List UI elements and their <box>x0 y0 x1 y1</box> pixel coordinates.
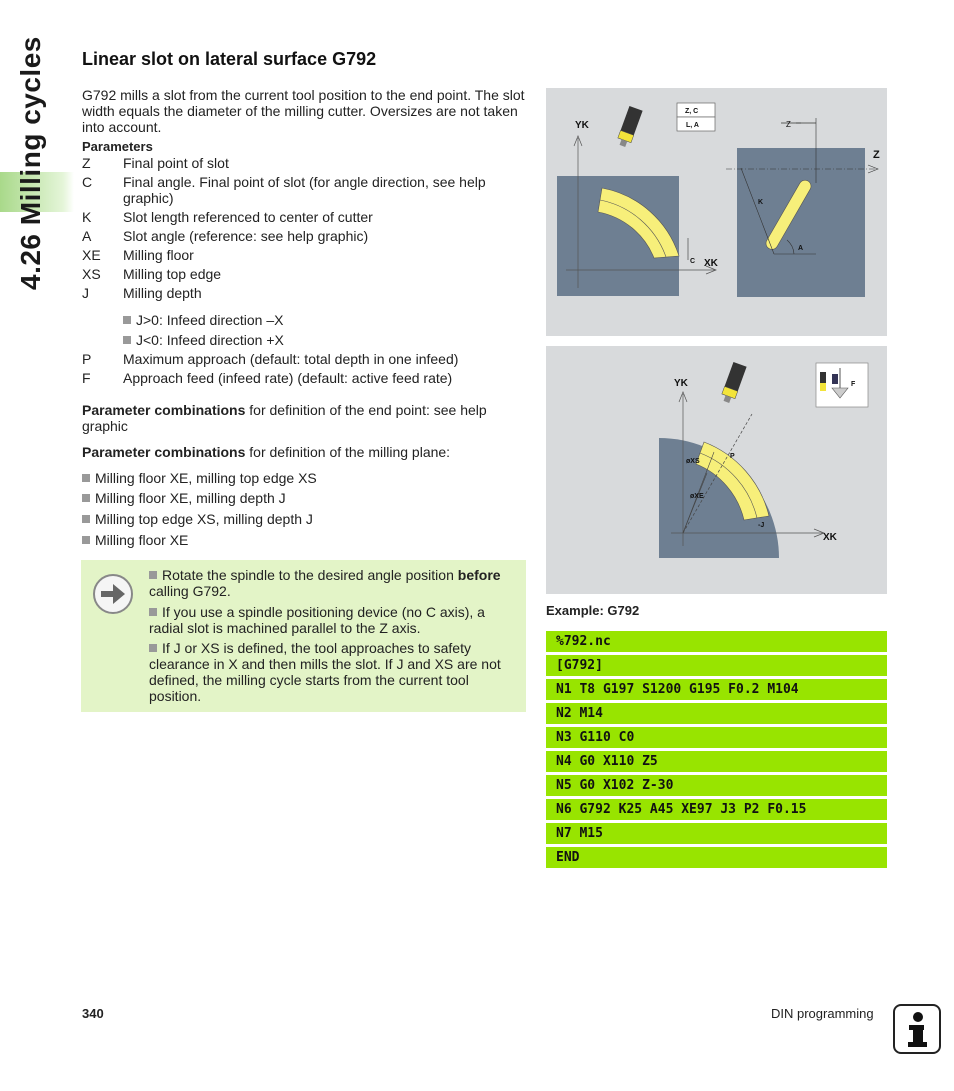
param-desc: Milling floor <box>123 247 194 263</box>
param-key: XE <box>82 247 101 263</box>
page-number: 340 <box>82 1006 104 1021</box>
plane-bullet: Milling floor XE, milling top edge XS <box>82 470 317 486</box>
bullet-square-icon <box>82 536 90 544</box>
bullet-square-icon <box>149 644 157 652</box>
param-key: Z <box>82 155 91 171</box>
plane-bullet: Milling floor XE, milling depth J <box>82 490 286 506</box>
fig1-k-label: K <box>758 199 764 206</box>
footer-section: DIN programming <box>771 1006 874 1021</box>
note-bullet: Rotate the spindle to the desired angle position before calling G792. <box>149 567 501 599</box>
fig1-box-la: L, A <box>686 122 699 129</box>
j-bullet: J>0: Infeed direction –X <box>123 312 284 328</box>
arrow-right-icon <box>93 574 133 614</box>
bullet-square-icon <box>82 494 90 502</box>
fig2-xs-label: øXS <box>686 458 700 465</box>
info-icon <box>893 1004 941 1054</box>
example-label: Example: G792 <box>546 603 640 618</box>
bullet-square-icon <box>82 474 90 482</box>
code-line: N7 M15 <box>546 823 887 844</box>
fig1-xk-label: XK <box>704 258 718 269</box>
code-line: END <box>546 847 887 868</box>
param-key: K <box>82 209 92 225</box>
combo-endpoint-text: Parameter combinations for definition of the end point: see help graphic <box>82 402 487 434</box>
param-desc: Final angle. Final point of slot (for angle direction, see help graphic) <box>123 174 486 206</box>
code-line: [G792] <box>546 655 887 676</box>
code-line: N6 G792 K25 A45 XE97 J3 P2 F0.15 <box>546 799 887 820</box>
fig2-xe-label: øXE <box>690 493 704 500</box>
fig2-j-label: -J <box>758 522 765 529</box>
fig2-yk-label: YK <box>674 378 688 389</box>
fig1-c-label: C <box>690 258 696 265</box>
param-desc: Milling top edge <box>123 266 222 282</box>
combo-plane-text: Parameter combinations for definition of the milling plane: <box>82 444 451 460</box>
param-desc: Maximum approach (default: total depth in one infeed) <box>123 351 459 367</box>
fig1-box-zc: Z, C <box>685 108 699 115</box>
param-key: A <box>82 228 92 244</box>
code-line: N3 G110 C0 <box>546 727 887 748</box>
plane-bullet: Milling floor XE <box>82 532 188 548</box>
param-key: XS <box>82 266 101 282</box>
code-line: N2 M14 <box>546 703 887 724</box>
fig2-xk-label: XK <box>823 532 837 543</box>
param-desc: Slot angle (reference: see help graphic) <box>123 228 369 244</box>
param-key: F <box>82 370 91 386</box>
bullet-square-icon <box>123 316 131 324</box>
code-line: N1 T8 G197 S1200 G195 F0.2 M104 <box>546 679 887 700</box>
chapter-title: 4.26 Milling cycles <box>15 36 46 290</box>
plane-bullet: Milling top edge XS, milling depth J <box>82 511 313 527</box>
bullet-square-icon <box>149 571 157 579</box>
param-key: P <box>82 351 92 367</box>
code-line: %792.nc <box>546 631 887 652</box>
param-desc: Milling depth <box>123 285 202 301</box>
param-key: C <box>82 174 93 190</box>
j-bullet: J<0: Infeed direction +X <box>123 332 284 348</box>
parameters-heading: Parameters <box>82 139 153 154</box>
fig1-a-label: A <box>798 245 804 252</box>
bullet-square-icon <box>149 608 157 616</box>
note-box <box>81 560 526 712</box>
note-bullet: If J or XS is defined, the tool approaches to safety clearance in X and then mills the slot. If J and XS are not defined, the milling cycle starts from the current tool position. <box>149 640 501 704</box>
page-heading: Linear slot on lateral surface G792 <box>82 49 377 69</box>
fig2-p-label: P <box>730 453 735 460</box>
code-line: N5 G0 X102 Z-30 <box>546 775 887 796</box>
param-desc: Slot length referenced to center of cutter <box>123 209 373 225</box>
fig1-z-dim-label: Z <box>786 120 791 129</box>
bullet-square-icon <box>123 336 131 344</box>
intro-text: G792 mills a slot from the current tool position to the end point. The slot width equals the diameter of the milling cutter. Oversizes are not taken into account. <box>82 87 525 135</box>
bullet-square-icon <box>82 515 90 523</box>
fig1-z-label: Z <box>873 149 880 161</box>
note-bullet: If you use a spindle positioning device (no C axis), a radial slot is machined parallel to the Z axis. <box>149 604 485 636</box>
param-key: J <box>82 285 89 301</box>
param-desc: Approach feed (infeed rate) (default: active feed rate) <box>123 370 453 386</box>
param-desc: Final point of slot <box>123 155 229 171</box>
fig2-f-label: F <box>851 381 856 388</box>
help-graphic-endpoint <box>546 88 887 336</box>
code-line: N4 G0 X110 Z5 <box>546 751 887 772</box>
help-graphic-plane <box>546 346 887 594</box>
fig1-yk-label: YK <box>575 120 589 131</box>
